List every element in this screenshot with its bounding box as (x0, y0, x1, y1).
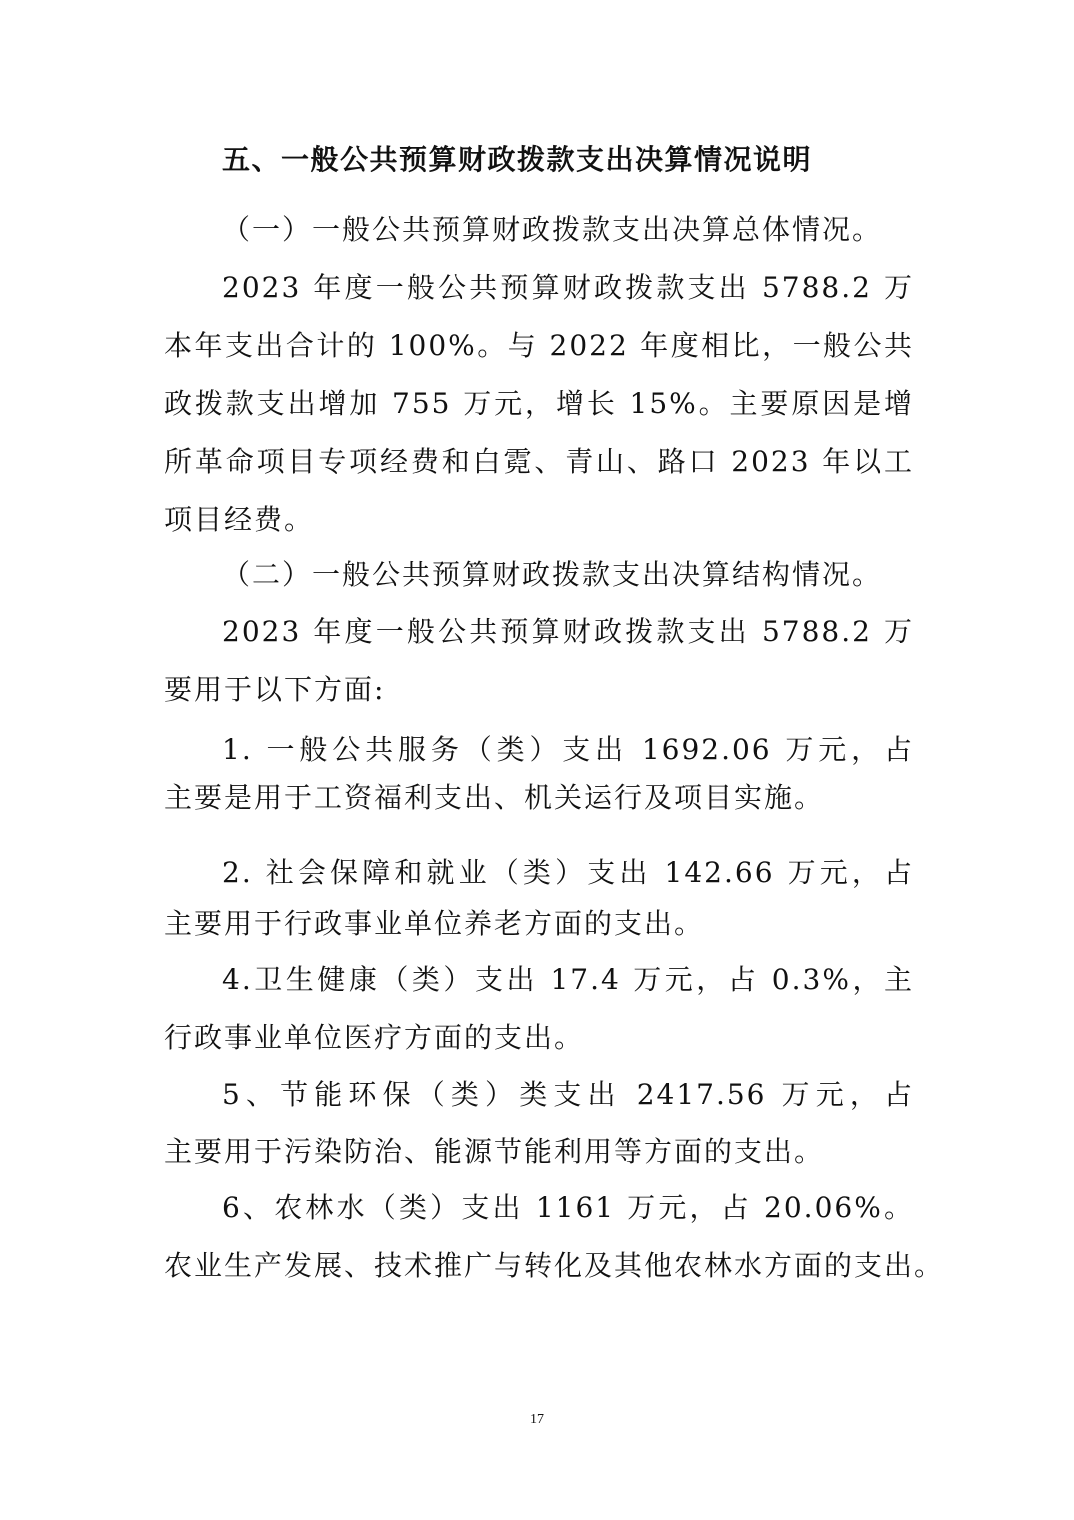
paragraph-line: 本年支出合计的 100%。与 2022 年度相比，一般公共 (164, 329, 914, 362)
list-item-line: 主要用于污染防治、能源节能利用等方面的支出。 (164, 1135, 825, 1168)
paragraph-line: 政拨款支出增加 755 万元，增长 15%。主要原因是增 (164, 387, 914, 420)
list-item-line: 5、节能环保（类）类支出 2417.56 万元，占 (222, 1078, 914, 1111)
list-item-line: 主要是用于工资福利支出、机关运行及项目实施。 (164, 781, 825, 814)
page-number: 17 (530, 1412, 544, 1427)
list-item-line: 4.卫生健康（类）支出 17.4 万元，占 0.3%，主 (222, 963, 914, 996)
list-item-line: 主要用于行政事业单位养老方面的支出。 (164, 907, 705, 940)
list-item-line: 1. 一般公共服务（类）支出 1692.06 万元，占 (222, 733, 914, 766)
list-item-line: 2. 社会保障和就业（类）支出 142.66 万元，占 (222, 856, 914, 889)
subsection-title-1: （一）一般公共预算财政拨款支出决算总体情况。 (222, 213, 883, 246)
paragraph-line: 项目经费。 (164, 503, 315, 536)
list-item-line: 行政事业单位医疗方面的支出。 (164, 1021, 585, 1054)
paragraph-line: 所革命项目专项经费和白霓、青山、路口 2023 年以工 (164, 445, 914, 478)
subsection-title-2: （二）一般公共预算财政拨款支出决算结构情况。 (222, 558, 883, 591)
list-item-line: 农业生产发展、技术推广与转化及其他农林水方面的支出。 (164, 1249, 945, 1282)
list-item-line: 6、农林水（类）支出 1161 万元，占 20.06%。 (222, 1191, 914, 1224)
paragraph-line: 要用于以下方面: (164, 673, 386, 706)
paragraph-line: 2023 年度一般公共预算财政拨款支出 5788.2 万 (222, 615, 914, 648)
paragraph-line: 2023 年度一般公共预算财政拨款支出 5788.2 万 (222, 271, 914, 304)
section-heading: 五、一般公共预算财政拨款支出决算情况说明 (222, 143, 813, 176)
